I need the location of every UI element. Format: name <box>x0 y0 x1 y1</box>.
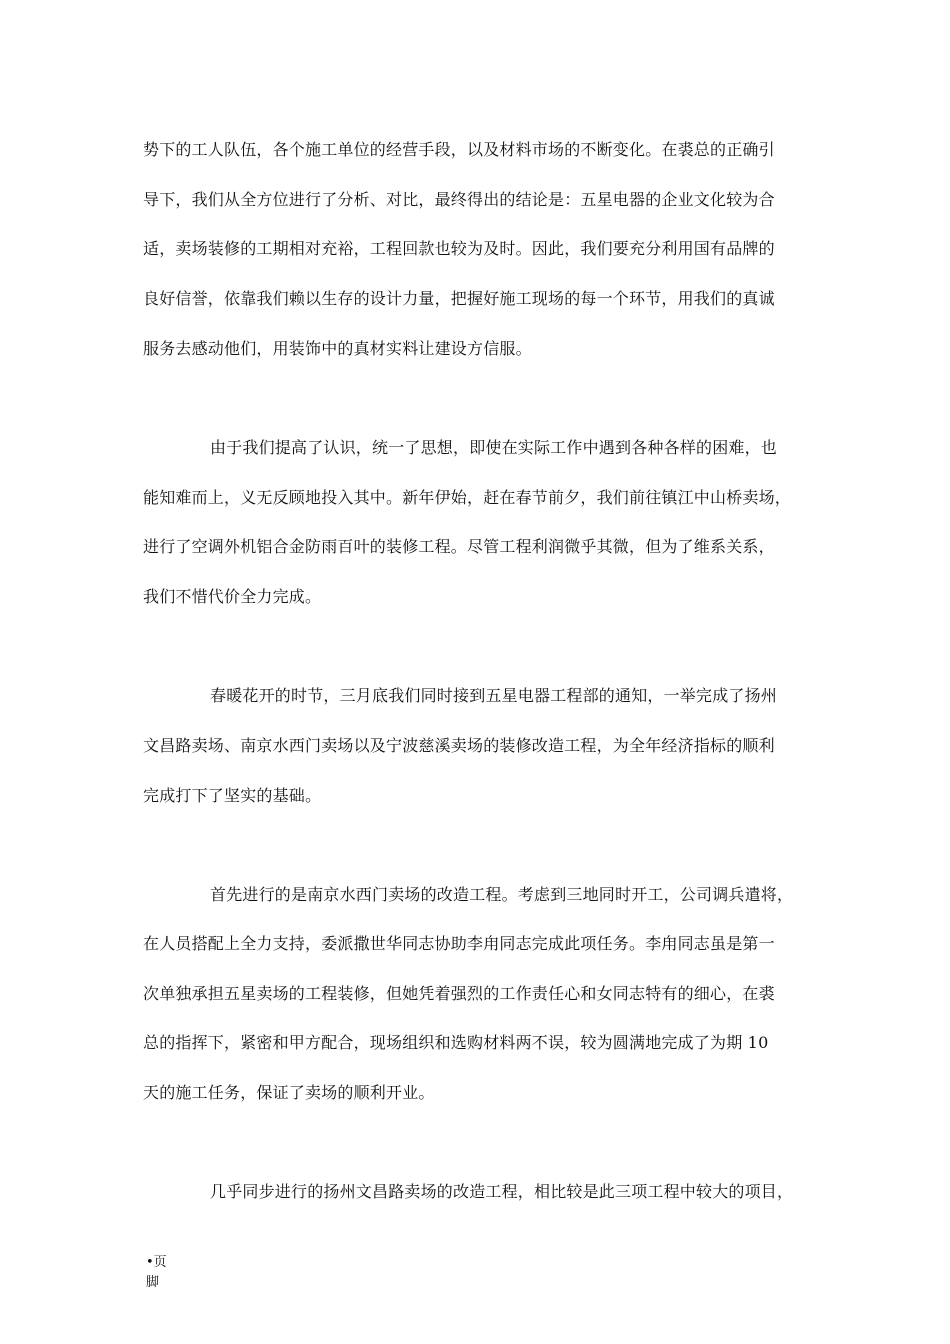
paragraph-2-line-4: 我们不惜代价全力完成。 <box>143 587 322 606</box>
page-footer <box>146 1253 176 1293</box>
paragraph-3-line-2: 文昌路卖场、南京水西门卖场以及宁波慈溪卖场的装修改造工程，为全年经济指标的顺利 <box>143 736 775 755</box>
footer-line-2: 脚 <box>146 1275 160 1290</box>
paragraph-1-line-2: 导下，我们从全方位进行了分析、对比，最终得出的结论是：五星电器的企业文化较为合 <box>143 190 775 209</box>
paragraph-2-line-2: 能知难而上，义无反顾地投入其中。新年伊始，赶在春节前夕，我们前往镇江中山桥卖场， <box>143 488 792 507</box>
paragraph-4-line-4: 总的指挥下，紧密和甲方配合，现场组织和选购材料两不误，较为圆满地完成了为期 10 <box>143 1033 769 1052</box>
paragraph-2-line-3: 进行了空调外机铝合金防雨百叶的装修工程。尽管工程利润微乎其微，但为了维系关系， <box>143 537 775 556</box>
paragraph-4-line-3: 次单独承担五星卖场的工程装修，但她凭着强烈的工作责任心和女同志特有的细心，在裘 <box>143 984 775 1003</box>
paragraph-4-line-2: 在人员搭配上全力支持，委派撒世华同志协助李甪同志完成此项任务。李甪同志虽是第一 <box>143 934 775 953</box>
paragraph-5-line-1: 几乎同步进行的扬州文昌路卖场的改造工程，相比较是此三项工程中较大的项目， <box>210 1182 794 1201</box>
paragraph-1-line-5: 服务去感动他们，用装饰中的真材实料让建设方信服。 <box>143 339 532 358</box>
paragraph-1-line-1: 势下的工人队伍，各个施工单位的经营手段，以及材料市场的不断变化。在裘总的正确引 <box>143 140 775 159</box>
paragraph-4-line-1: 首先进行的是南京水西门卖场的改造工程。考虑到三地同时开工，公司调兵遣将， <box>210 885 794 904</box>
paragraph-3-line-3: 完成打下了坚实的基础。 <box>143 786 322 805</box>
paragraph-3-line-1: 春暖花开的时节，三月底我们同时接到五星电器工程部的通知，一举完成了扬州 <box>210 686 778 705</box>
footer-line-1: •页 <box>146 1255 167 1270</box>
paragraph-1-line-3: 适，卖场装修的工期相对充裕，工程回款也较为及时。因此，我们要充分利用国有品牌的 <box>143 239 775 258</box>
paragraph-4-line-5: 天的施工任务，保证了卖场的顺利开业。 <box>143 1083 435 1102</box>
paragraph-1-line-4: 良好信誉，依靠我们赖以生存的设计力量，把握好施工现场的每一个环节，用我们的真诚 <box>143 289 775 308</box>
paragraph-2-line-1: 由于我们提高了认识，统一了思想，即使在实际工作中遇到各种各样的困难，也 <box>210 438 778 457</box>
